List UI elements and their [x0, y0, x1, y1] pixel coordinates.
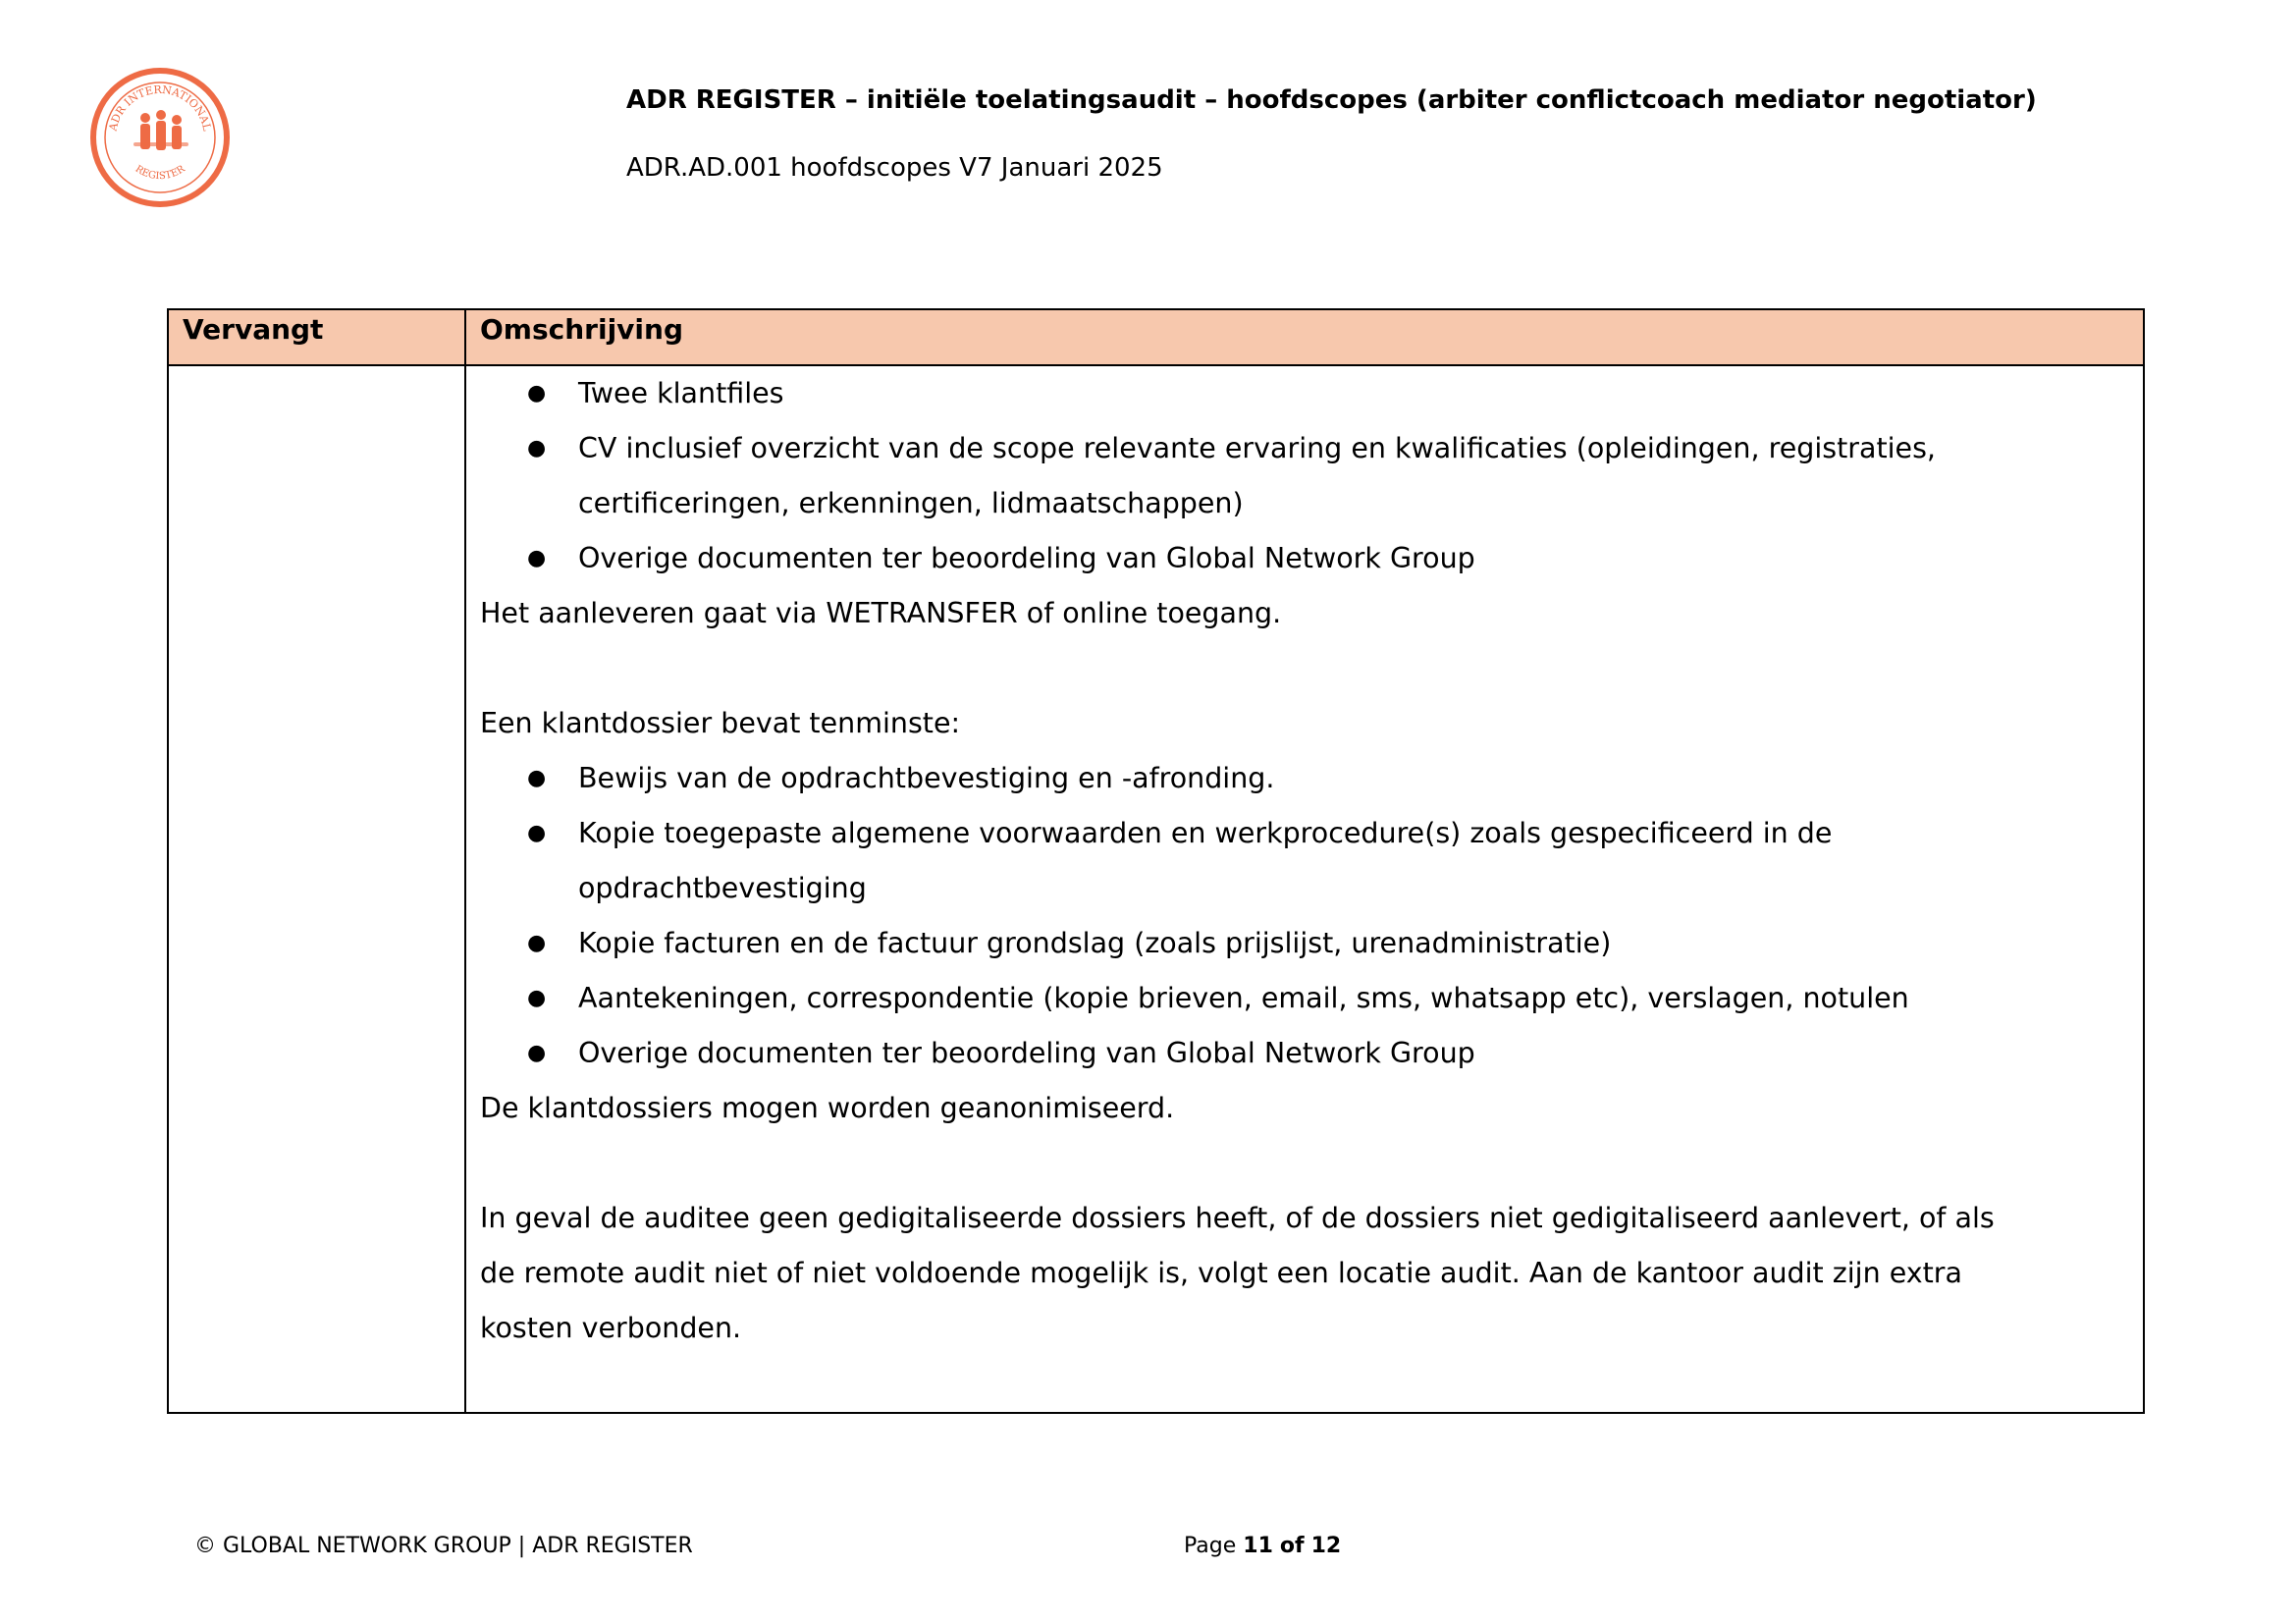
list-item: ● CV inclusief overzicht van de scope relevante ervaring en kwalificaties (opleidingen, registraties, [480, 421, 2133, 476]
client-dossier-intro: Een klantdossier bevat tenminste: [480, 707, 961, 739]
bullet-icon: ● [527, 931, 547, 955]
anonymization-paragraph: De klantdossiers mogen worden geanonimiseerd. [480, 1092, 1175, 1124]
client-dossier-list [480, 751, 2133, 1081]
list-item: ● Kopie toegepaste algemene voorwaarden en werkprocedure(s) zoals gespecificeerd in de [480, 806, 2133, 861]
table-body-row [169, 366, 2143, 1412]
list-item-continuation: opdrachtbevestiging [578, 872, 867, 904]
bullet-icon: ● [527, 1041, 547, 1065]
document-title: ADR REGISTER – initiële toelatingsaudit – hoofdscopes (arbiter conflictcoach mediator negotiator) [626, 85, 2037, 115]
page-prefix: Page [1184, 1534, 1237, 1558]
page-total: 12 [1310, 1534, 1342, 1558]
column-header-omschrijving: Omschrijving [480, 313, 684, 346]
delivery-paragraph: Het aanleveren gaat via WETRANSFER of online toegang. [480, 597, 1282, 629]
logo-figures-icon [133, 110, 188, 150]
list-item: ● Overige documenten ter beoordeling van Global Network Group [480, 1026, 2133, 1081]
logo-text-top: ADR INTERNATIONAL [106, 82, 214, 133]
page-current: 11 [1243, 1534, 1273, 1558]
vervangt-cell [169, 366, 466, 1412]
document-subtitle: ADR.AD.001 hoofdscopes V7 Januari 2025 [626, 153, 1163, 183]
location-audit-paragraph-line: In geval de auditee geen gedigitaliseerde dossiers heeft, of de dossiers niet gedigitaliseerd aanlevert, of als [480, 1202, 1995, 1234]
adr-register-logo [86, 64, 234, 211]
bullet-icon: ● [527, 821, 547, 845]
required-files-list [480, 366, 2133, 586]
list-item: ● Aantekeningen, correspondentie (kopie brieven, email, sms, whatsapp etc), verslagen, notulen [480, 971, 2133, 1026]
omschrijving-cell [466, 366, 2143, 1412]
bullet-icon: ● [527, 986, 547, 1010]
list-item-continuation: certificeringen, erkenningen, lidmaatschappen) [578, 487, 1244, 519]
content-table [167, 308, 2145, 1414]
bullet-icon: ● [527, 766, 547, 790]
page-of: of [1279, 1534, 1305, 1558]
bullet-icon: ● [527, 436, 547, 460]
bullet-icon: ● [527, 381, 547, 406]
location-audit-paragraph-line: de remote audit niet of niet voldoende mogelijk is, volgt een locatie audit. Aan de kantoor audit zijn extra [480, 1257, 1962, 1289]
footer-page-number [1184, 1534, 1341, 1558]
list-item: ● Twee klantfiles [480, 366, 2133, 421]
logo-text-bottom: REGISTER [133, 163, 187, 183]
list-item: ● Bewijs van de opdrachtbevestiging en -afronding. [480, 751, 2133, 806]
list-item: ● Overige documenten ter beoordeling van Global Network Group [480, 531, 2133, 586]
list-item: ● Kopie facturen en de factuur grondslag (zoals prijslijst, urenadministratie) [480, 916, 2133, 971]
footer-copyright: © GLOBAL NETWORK GROUP | ADR REGISTER [194, 1534, 693, 1558]
location-audit-paragraph-line: kosten verbonden. [480, 1312, 742, 1344]
column-header-vervangt: Vervangt [169, 310, 466, 364]
table-header-row [169, 310, 2143, 366]
bullet-icon: ● [527, 546, 547, 570]
